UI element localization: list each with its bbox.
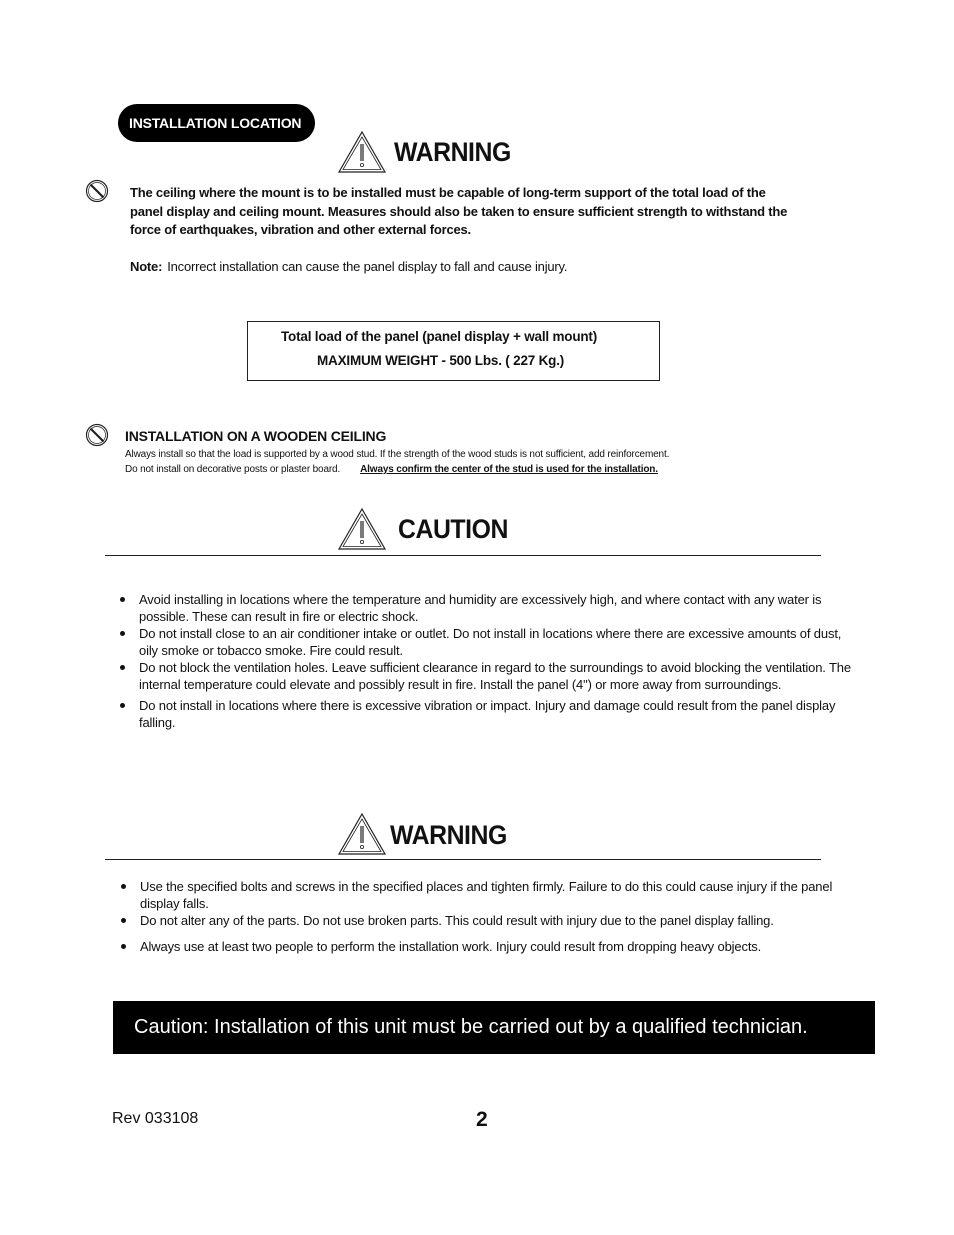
list-item: Avoid installing in locations where the temperature and humidity are excessively high, and where contact with any water is possible. These can result in fire or electric shock.	[139, 591, 859, 625]
warning-triangle-icon	[337, 130, 387, 174]
list-item: Do not install close to an air conditioner intake or outlet. Do not install in locations where there are excessive amounts of dust, oily smoke or tobacco smoke. Fire could result.	[139, 625, 859, 659]
load-box	[247, 321, 660, 381]
list-item: Do not install in locations where there is excessive vibration or impact. Injury and damage could result from the panel display falling.	[139, 697, 859, 731]
list-item: Use the specified bolts and screws in the specified places and tighten firmly. Failure to do this could cause injury if the panel display falls.	[140, 878, 855, 912]
caution-list	[139, 591, 859, 731]
section-label: INSTALLATION LOCATION	[118, 104, 315, 142]
warning-heading: WARNING	[390, 820, 507, 850]
note-label: Note:	[130, 259, 163, 274]
page-number: 2	[476, 1108, 488, 1131]
list-item: Do not block the ventilation holes. Leave sufficient clearance in regard to the surroundings to avoid blocking the ventilation. The internal temperature could elevate and possibly result in fire. Install the panel (4") or more away from surroundings.	[139, 659, 859, 693]
warning-triangle-icon	[337, 507, 387, 551]
divider	[105, 555, 821, 556]
warning-list	[140, 878, 855, 955]
warning-triangle-icon	[337, 812, 387, 856]
caution-heading: CAUTION	[398, 514, 508, 544]
wooden-ceiling-line1: Always install so that the load is supported by a wood stud. If the strength of the wood studs is not sufficient, add reinforcement.	[125, 449, 670, 460]
warning-heading: WARNING	[394, 137, 511, 167]
divider	[105, 859, 821, 860]
stud-center-emphasis: Always confirm the center of the stud is used for the installation.	[360, 464, 658, 475]
prohibited-icon	[85, 423, 109, 447]
wooden-ceiling-line2-text: Do not install on decorative posts or plaster board.	[125, 464, 341, 475]
revision: Rev 033108	[112, 1110, 199, 1127]
list-item: Do not alter any of the parts. Do not use broken parts. This could result with injury due to the panel display falling.	[140, 912, 855, 929]
ceiling-warning-text: The ceiling where the mount is to be installed must be capable of long-term support of the total load of the panel display and ceiling mount. Measures should also be taken to ensure sufficient strength to withstand the force of earthquakes, vibration and other external forces.	[130, 185, 788, 237]
list-item: Always use at least two people to perform the installation work. Injury could result from dropping heavy objects.	[140, 938, 855, 955]
load-box-line2: MAXIMUM WEIGHT - 500 Lbs. ( 227 Kg.)	[317, 353, 565, 368]
load-box-line1: Total load of the panel (panel display + wall mount)	[281, 329, 598, 344]
note	[130, 259, 567, 274]
note-text: Incorrect installation can cause the panel display to fall and cause injury.	[167, 259, 568, 274]
qualified-technician-banner: Caution: Installation of this unit must be carried out by a qualified technician.	[113, 1001, 875, 1054]
prohibited-icon	[85, 179, 109, 203]
wooden-ceiling-line2	[125, 464, 658, 475]
wooden-ceiling-title: INSTALLATION ON A WOODEN CEILING	[125, 428, 387, 444]
